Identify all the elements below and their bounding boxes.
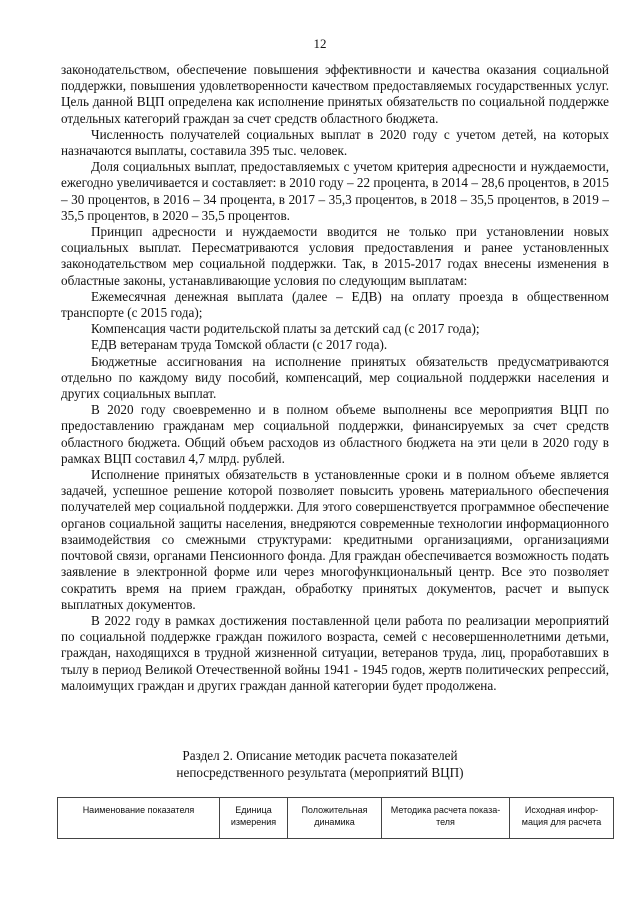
column-header-positive-dynamics: Положительная динамика [288,798,382,839]
paragraph-targeting-share: Доля социальных выплат, предоставляемых с учетом критерия адресности и нуждаемости, ежегодно увеличивается и составляет: в 2010 году – 22 процента, в 2014 – 28,6 процентов, в 2015 – 30 процентов, в 2016 – 34 процента, в 2017 – 35,3 процентов, в 2018 – 35,5 процентов, в 2019 – 35,5 процентов, в 2020 – 35,5 процентов. [61,159,609,223]
paragraph-2022-plans: В 2022 году в рамках достижения поставленной цели работа по реализации мероприятий по социальной поддержке граждан пожилого возраста, семей с несовершеннолетними детьми, граждан, находящихся в трудной жизненной ситуации, ветеранов труда, лиц, проработавших в тылу в период Великой Отечественной войны 1941 - 1945 годов, жертв политических репрессий, малоимущих граждан и других граждан данной категории будет продолжена. [61,612,609,693]
page-number: 12 [313,36,327,51]
column-header-calculation-method: Методика расчета показа- теля [382,798,510,839]
paragraph-intro-continuation: законодательством, обеспечение повышения эффективности и качества оказания социальной поддержки, повышения удовлетворенности качеством предоставляемых государственных услуг. Цель данной ВЦП определена как исполнение принятых обязательств по социальной поддержке отдельных категорий граждан за счет средств областного бюджета. [61,62,609,126]
list-item-edv-transport: Ежемесячная денежная выплата (далее – ЕДВ) на оплату проезда в общественном транспорте (с 2015 года); [61,288,609,321]
paragraph-2020-results: В 2020 году своевременно и в полном объеме выполнены все мероприятия ВЦП по предоставлению гражданам мер социальной поддержки, финансируемых за счет средств областного бюджета. Общий объем расходов из областного бюджета на эти цели в 2020 году в рамках ВЦП составил 4,7 млрд. рублей. [61,402,609,466]
indicators-table [57,797,614,839]
list-item-kindergarten-compensation: Компенсация части родительской платы за детский сад (с 2017 года); [91,321,480,337]
paragraph-obligations-fulfillment: Исполнение принятых обязательств в установленные сроки и в полном объеме является задачей, успешное решение которой позволяет повысить уровень материального обеспечения получателей мер социальной поддержки. Для этого совершенствуется программное обеспечение органов социальной защиты населения, внедряются современные технологии информационного взаимодействия со смежными структурами: кредитными организациями, организациями почтовой связи, органами Пенсионного фонда. Для граждан обеспечивается возможность подать заявление в электронной форме или через многофункциональный центр. Все это позволяет сократить время на прием граждан, обработку принятых документов, расчет и выпуск выплатных документов. [61,467,609,612]
table-header-row [58,798,614,839]
section-title [0,748,640,781]
document-body [61,62,609,694]
list-item-edv-veterans: ЕДВ ветеранам труда Томской области (с 2017 года). [91,337,388,353]
paragraph-budget-allocations: Бюджетные ассигнования на исполнение принятых обязательств предусматриваются отдельно по каждому виду пособий, компенсаций, мер социальной поддержки населения и других социальных выплат. [61,353,609,402]
column-header-indicator-name: Наименование показателя [58,798,220,839]
section-title-line-2: непосредственного результата (мероприятий ВЦП) [176,764,464,780]
section-title-line-1: Раздел 2. Описание методик расчета показателей [182,748,458,763]
paragraph-recipients-count: Численность получателей социальных выплат в 2020 году с учетом детей, на которых назначаются выплаты, составила 395 тыс. человек. [61,126,609,159]
column-header-unit: Единица измерения [220,798,288,839]
column-header-source-data: Исходная инфор- мация для расчета [510,798,614,839]
paragraph-targeting-principle: Принцип адресности и нуждаемости вводится не только при установлении новых социальных выплат. Пересматриваются условия предоставления и ранее установленных законодательством мер социальной поддержки. Так, в 2015-2017 годах внесены изменения в областные законы, устанавливающие условия по следующим выплатам: [61,224,609,288]
